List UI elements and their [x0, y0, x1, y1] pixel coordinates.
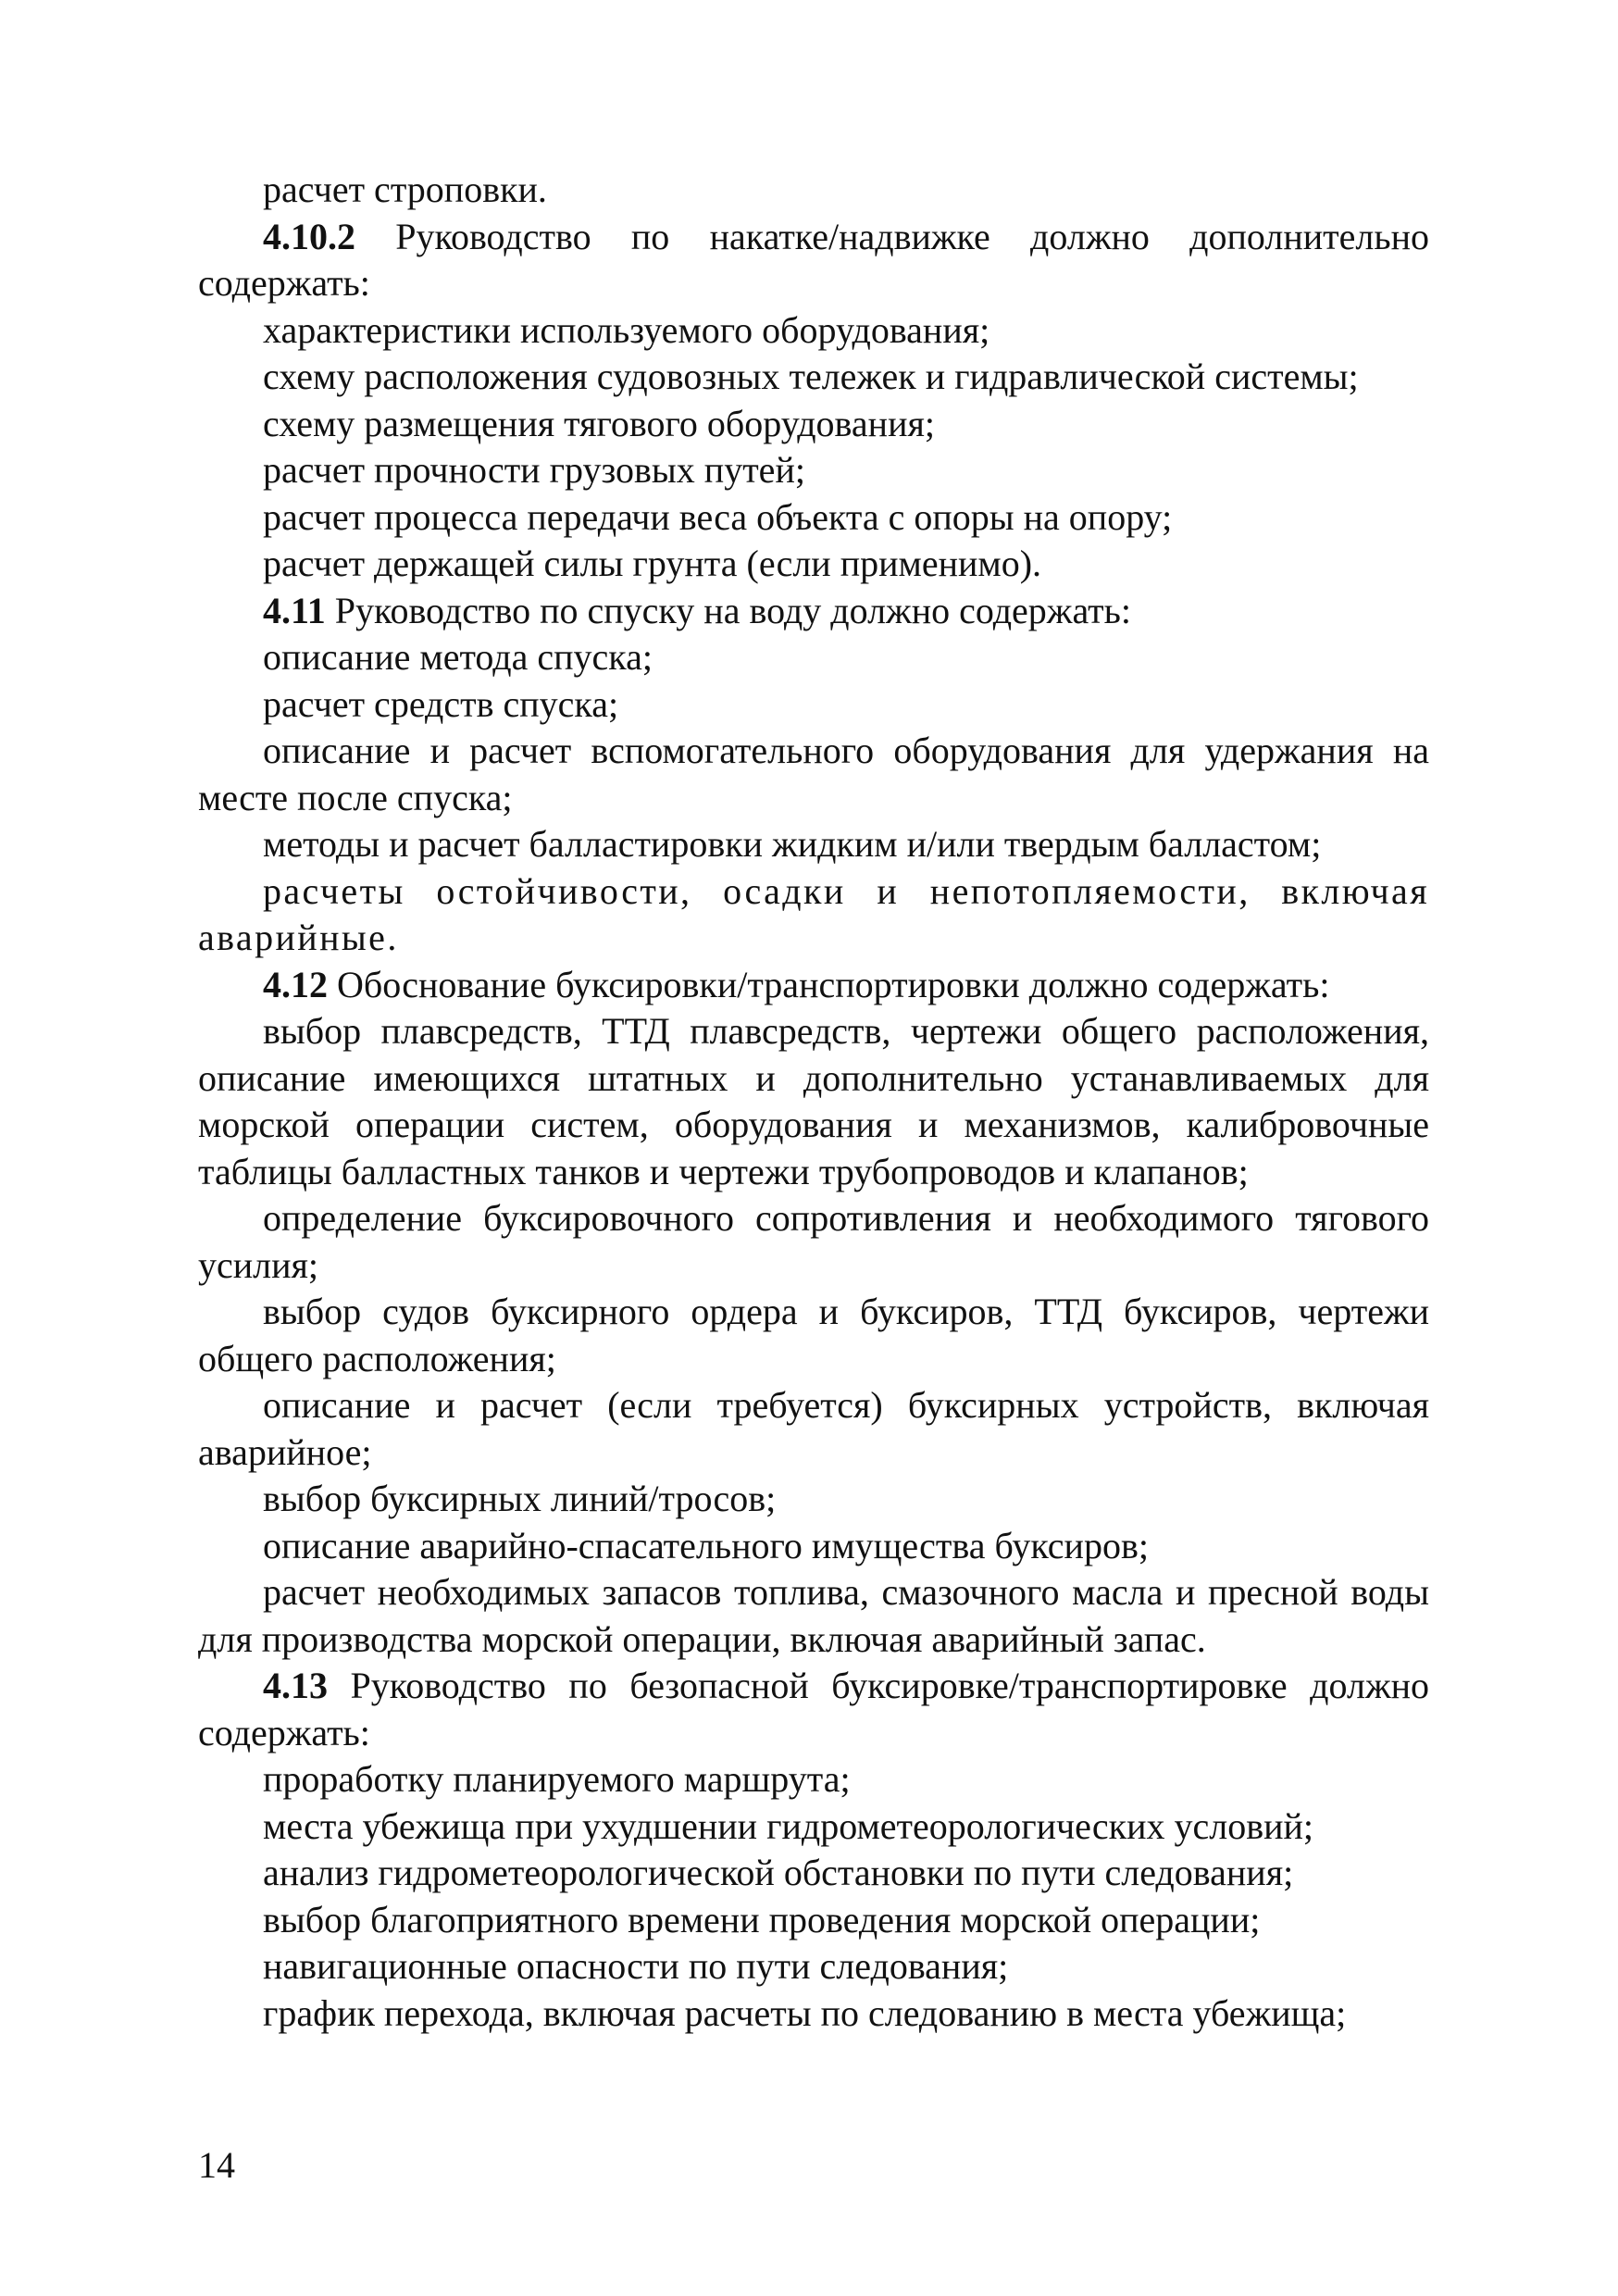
section-number: 4.12 [263, 963, 328, 1005]
list-item: выбор благоприятного времени проведения морской операции; [263, 1898, 1261, 1940]
list-item: схему расположения судовозных тележек и гидравлической системы; [263, 356, 1359, 397]
section-heading-4-13 [198, 1663, 1429, 1756]
list-item: выбор плавсредств, ТТД плавсредств, чертежи общего расположения, описание имеющихся штатных и дополнительно устанавливаемых для морской операции систем, оборудования и механизмов, калибровочные таблицы балластных танков и чертежи трубопроводов и клапанов; [198, 1010, 1429, 1192]
list-item: расчеты остойчивости, осадки и непотопляемости, включая аварийные. [198, 869, 1429, 958]
list-item: методы и расчет балластировки жидким и/или твердым балластом; [263, 823, 1322, 865]
list-item: расчет прочности грузовых путей; [263, 449, 805, 491]
section-heading-4-11 [198, 588, 1429, 635]
list-item: выбор буксирных линий/тросов; [263, 1478, 777, 1519]
section-text: Руководство по накатке/надвижке должно дополнительно содержать: [198, 215, 1429, 304]
list-item: выбор судов буксирного ордера и буксиров, ТТД буксиров, чертежи общего расположения; [198, 1291, 1429, 1379]
section-number: 4.13 [263, 1665, 328, 1706]
list-item: навигационные опасности по пути следования; [263, 1945, 1009, 1987]
section-text: Обоснование буксировки/транспортировки должно содержать: [328, 963, 1330, 1005]
section-number: 4.10.2 [263, 215, 355, 257]
section-number: 4.11 [263, 589, 326, 631]
list-item: схему размещения тягового оборудования; [263, 402, 935, 444]
list-item: проработку планируемого маршрута; [263, 1758, 851, 1800]
list-item: расчет необходимых запасов топлива, смазочного масла и пресной воды для производства морской операции, включая аварийный запас. [198, 1571, 1429, 1660]
list-item: расчет процесса передачи веса объекта с опоры на опору; [263, 495, 1173, 538]
list-item: расчет строповки. [263, 168, 547, 210]
section-heading-4-12 [198, 962, 1429, 1009]
list-item: определение буксировочного сопротивления и необходимого тягового усилия; [198, 1197, 1429, 1286]
list-item: расчет средств спуска; [263, 682, 619, 725]
section-text: Руководство по спуску на воду должно содержать: [325, 589, 1131, 631]
list-item: характеристики используемого оборудования; [263, 308, 990, 351]
list-item: описание метода спуска; [263, 636, 653, 678]
list-item: места убежища при ухудшении гидрометеорологических условий; [263, 1804, 1314, 1847]
list-item: расчет держащей силы грунта (если применимо). [263, 543, 1042, 584]
list-item: описание аварийно-спасательного имущества буксиров; [263, 1524, 1149, 1566]
section-heading-4-10-2 [198, 214, 1429, 307]
page-number: 14 [198, 2144, 235, 2186]
list-item: анализ гидрометеорологической обстановки по пути следования; [263, 1852, 1294, 1893]
list-item: график перехода, включая расчеты по следованию в места убежища; [263, 1991, 1347, 2034]
list-item: описание и расчет вспомогательного оборудования для удержания на месте после спуска; [198, 730, 1429, 818]
section-text: Руководство по безопасной буксировке/транспортировке должно содержать: [198, 1665, 1429, 1753]
list-item: описание и расчет (если требуется) буксирных устройств, включая аварийное; [198, 1384, 1429, 1473]
body-text [198, 167, 1429, 2037]
